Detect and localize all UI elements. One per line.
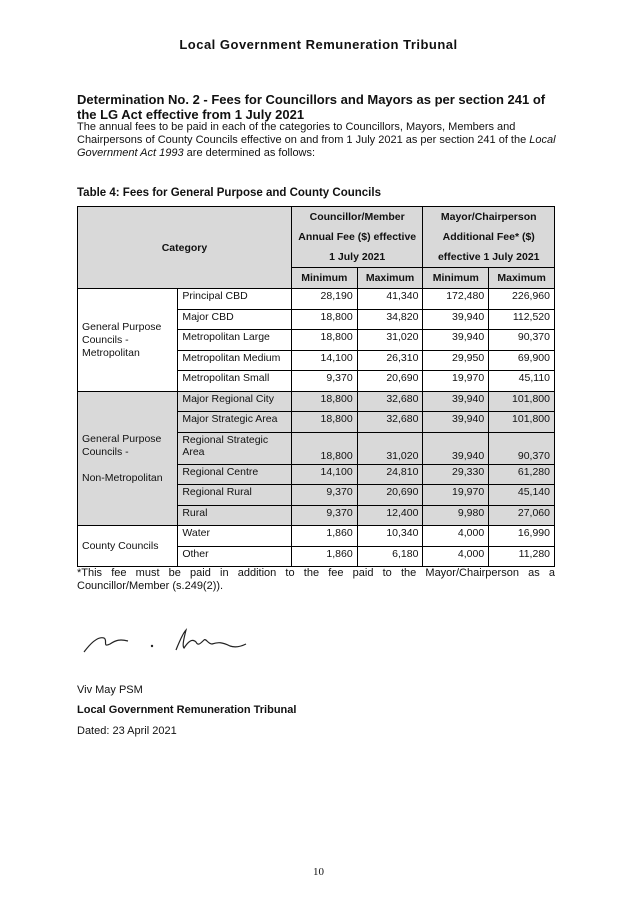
councillor-min: 18,800 <box>291 432 357 464</box>
determination-heading: Determination No. 2 - Fees for Councillors and Mayors as per section 241 of the LG Act effective from 1 July 2021 <box>77 92 546 122</box>
signer-organisation: Local Government Remuneration Tribunal <box>77 704 297 716</box>
mayor-max: 90,370 <box>489 330 555 351</box>
councillor-min: 18,800 <box>291 309 357 330</box>
councillor-max: 31,020 <box>357 432 423 464</box>
councillor-max: 34,820 <box>357 309 423 330</box>
row-label: Metropolitan Large <box>178 330 292 351</box>
row-label: Major CBD <box>178 309 292 330</box>
mayor-max: 101,800 <box>489 391 555 412</box>
mayor-max: 61,280 <box>489 464 555 485</box>
intro-paragraph <box>77 121 557 160</box>
councillor-max: 20,690 <box>357 485 423 506</box>
mayor-min: 4,000 <box>423 546 489 567</box>
row-label: Metropolitan Small <box>178 371 292 392</box>
councillor-min: 1,860 <box>291 526 357 547</box>
table-row <box>78 391 555 412</box>
councillor-max: 32,680 <box>357 391 423 412</box>
mayor-max-header: Maximum <box>489 268 555 289</box>
group-label-county: County Councils <box>78 526 178 567</box>
group-label-line1: General Purpose Councils - <box>82 432 162 458</box>
mayor-max: 101,800 <box>489 412 555 433</box>
councillor-min: 28,190 <box>291 289 357 310</box>
row-label: Regional Strategic Area <box>178 432 292 464</box>
table-row <box>78 526 555 547</box>
row-label: Regional Rural <box>178 485 292 506</box>
mayor-min: 19,970 <box>423 371 489 392</box>
councillor-max: 20,690 <box>357 371 423 392</box>
mayor-min: 4,000 <box>423 526 489 547</box>
mayor-max: 90,370 <box>489 432 555 464</box>
signature-icon <box>80 622 250 658</box>
row-label: Water <box>178 526 292 547</box>
mayor-max: 226,960 <box>489 289 555 310</box>
fees-table <box>77 206 555 567</box>
councillor-min: 9,370 <box>291 371 357 392</box>
councillor-max: 26,310 <box>357 350 423 371</box>
mayor-max: 27,060 <box>489 505 555 526</box>
mayor-max: 112,520 <box>489 309 555 330</box>
signer-name: Viv May PSM <box>77 684 143 696</box>
mayor-min: 39,940 <box>423 432 489 464</box>
councillor-max: 12,400 <box>357 505 423 526</box>
mayor-min: 39,940 <box>423 330 489 351</box>
document-header: Local Government Remuneration Tribunal <box>179 37 458 52</box>
page-number: 10 <box>313 866 324 878</box>
councillor-min: 9,370 <box>291 505 357 526</box>
councillor-min: 18,800 <box>291 391 357 412</box>
mayor-min: 39,940 <box>423 309 489 330</box>
councillor-max: 41,340 <box>357 289 423 310</box>
mayor-min: 29,950 <box>423 350 489 371</box>
councillor-max-header: Maximum <box>357 268 423 289</box>
group-label-metropolitan: General Purpose Councils - Metropolitan <box>78 289 178 392</box>
group-label-line2: Non-Metropolitan <box>82 471 163 484</box>
councillor-max: 24,810 <box>357 464 423 485</box>
row-label: Rural <box>178 505 292 526</box>
act-name: Local Government Act 1993 <box>77 134 556 159</box>
councillor-min: 18,800 <box>291 330 357 351</box>
councillor-max: 31,020 <box>357 330 423 351</box>
mayor-fee-header: Mayor/Chairperson Additional Fee* ($) effective 1 July 2021 <box>423 207 555 268</box>
councillor-max: 10,340 <box>357 526 423 547</box>
footnote: *This fee must be paid in addition to the fee paid to the Mayor/Chairperson as a Councillor/Member (s.249(2)). <box>77 567 555 592</box>
group-label-non-metropolitan <box>78 391 178 526</box>
councillor-max: 6,180 <box>357 546 423 567</box>
intro-text: The annual fees to be paid in each of the categories to Councillors, Mayors, Members and Chairpersons of County Councils effective on and from 1 July 2021 as per section 241 of the <box>77 121 530 146</box>
intro-text-end: are determined as follows: <box>183 147 316 159</box>
councillor-min-header: Minimum <box>291 268 357 289</box>
mayor-min: 9,980 <box>423 505 489 526</box>
row-label: Metropolitan Medium <box>178 350 292 371</box>
councillor-min: 14,100 <box>291 350 357 371</box>
mayor-min: 19,970 <box>423 485 489 506</box>
mayor-min: 29,330 <box>423 464 489 485</box>
councillor-min: 18,800 <box>291 412 357 433</box>
councillor-min: 9,370 <box>291 485 357 506</box>
row-label: Regional Centre <box>178 464 292 485</box>
row-label: Other <box>178 546 292 567</box>
signature-image <box>80 622 250 663</box>
row-label: Principal CBD <box>178 289 292 310</box>
row-label: Major Strategic Area <box>178 412 292 433</box>
date-line: Dated: 23 April 2021 <box>77 725 177 737</box>
mayor-min: 39,940 <box>423 391 489 412</box>
mayor-min: 39,940 <box>423 412 489 433</box>
mayor-max: 16,990 <box>489 526 555 547</box>
mayor-min: 172,480 <box>423 289 489 310</box>
councillor-min: 1,860 <box>291 546 357 567</box>
councillor-min: 14,100 <box>291 464 357 485</box>
mayor-max: 45,140 <box>489 485 555 506</box>
category-header: Category <box>78 207 292 289</box>
mayor-max: 69,900 <box>489 350 555 371</box>
councillor-fee-header: Councillor/Member Annual Fee ($) effective 1 July 2021 <box>291 207 423 268</box>
mayor-min-header: Minimum <box>423 268 489 289</box>
row-label: Major Regional City <box>178 391 292 412</box>
mayor-max: 45,110 <box>489 371 555 392</box>
table-caption: Table 4: Fees for General Purpose and County Councils <box>77 187 381 199</box>
table-row <box>78 289 555 310</box>
councillor-max: 32,680 <box>357 412 423 433</box>
mayor-max: 11,280 <box>489 546 555 567</box>
